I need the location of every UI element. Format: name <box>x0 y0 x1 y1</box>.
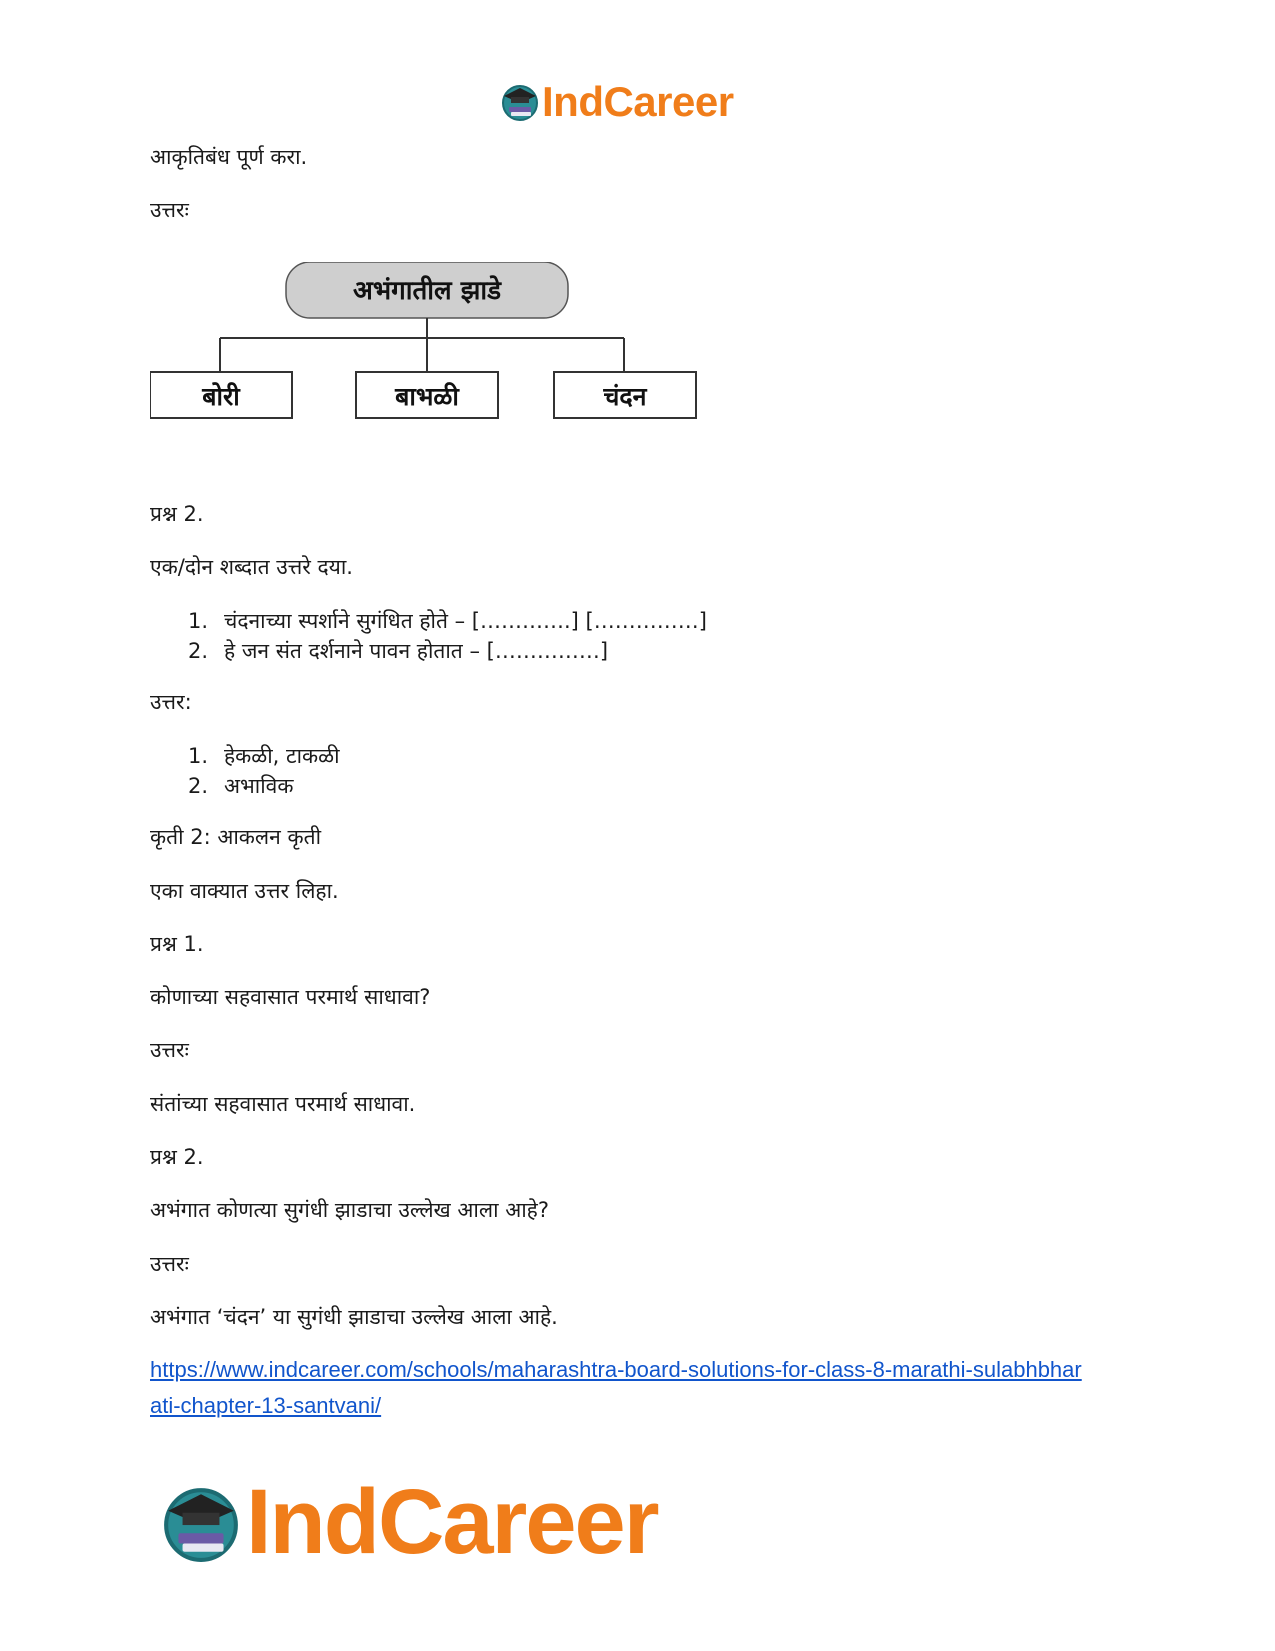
list-number: 1. <box>188 744 209 768</box>
diagram-child-label: चंदन <box>603 382 647 411</box>
list-text: चंदनाच्या स्पर्शाने सुगंधित होते – [………….] [……………] <box>224 609 707 633</box>
source-link-line[interactable]: https://www.indcareer.com/schools/maharashtra-board-solutions-for-class-8-marathi-sulabhbhar <box>150 1357 1082 1382</box>
tree-diagram <box>150 262 710 441</box>
graduation-cap-globe-icon <box>160 1482 242 1564</box>
indcareer-logo-bottom <box>160 1470 658 1575</box>
question-text: कोणाच्या सहवासात परमार्थ साधावा? <box>150 985 431 1009</box>
question-text: अभंगात कोणत्या सुगंधी झाडाचा उल्लेख आला आहे? <box>150 1198 549 1222</box>
answer-label: उत्तर: <box>150 690 192 714</box>
instruction-one-two-words: एक/दोन शब्दात उत्तरे दया. <box>150 555 353 579</box>
graduation-cap-globe-icon <box>500 82 540 122</box>
list-number: 1. <box>188 609 209 633</box>
diagram-child-label: बोरी <box>202 382 240 411</box>
source-link-line[interactable]: ati-chapter-13-santvani/ <box>150 1393 382 1418</box>
list-text: अभाविक <box>224 774 294 798</box>
list-item <box>188 742 340 770</box>
instruction-one-sentence: एका वाक्यात उत्तर लिहा. <box>150 879 339 903</box>
diagram-root-label: अभंगातील झाडे <box>352 276 502 306</box>
list-number: 2. <box>188 639 209 663</box>
question-number: प्रश्न 2. <box>150 502 204 526</box>
question-complete-diagram: आकृतिबंध पूर्ण करा. <box>150 145 308 169</box>
answer-label: उत्तरः <box>150 198 189 222</box>
list-item <box>188 637 608 665</box>
answer-label: उत्तरः <box>150 1038 189 1062</box>
answer-label: उत्तरः <box>150 1252 189 1276</box>
list-number: 2. <box>188 774 209 798</box>
answer-text: संतांच्या सहवासात परमार्थ साधावा. <box>150 1092 416 1116</box>
diagram-child-label: बाभळी <box>395 382 459 411</box>
list-text: हे जन संत दर्शनाने पावन होतात – [……………] <box>224 639 609 663</box>
list-text: हेकळी, टाकळी <box>224 744 340 768</box>
list-item <box>188 607 707 635</box>
answer-text: अभंगात ‘चंदन’ या सुगंधी झाडाचा उल्लेख आला आहे. <box>150 1305 558 1329</box>
source-link[interactable] <box>150 1352 1082 1424</box>
section-heading: कृती 2: आकलन कृती <box>150 825 322 849</box>
list-item <box>188 772 294 800</box>
brand-name: IndCareer <box>246 1471 658 1573</box>
brand-name: IndCareer <box>542 78 734 125</box>
question-number: प्रश्न 2. <box>150 1145 204 1169</box>
indcareer-logo-top <box>500 78 734 126</box>
question-number: प्रश्न 1. <box>150 932 204 956</box>
